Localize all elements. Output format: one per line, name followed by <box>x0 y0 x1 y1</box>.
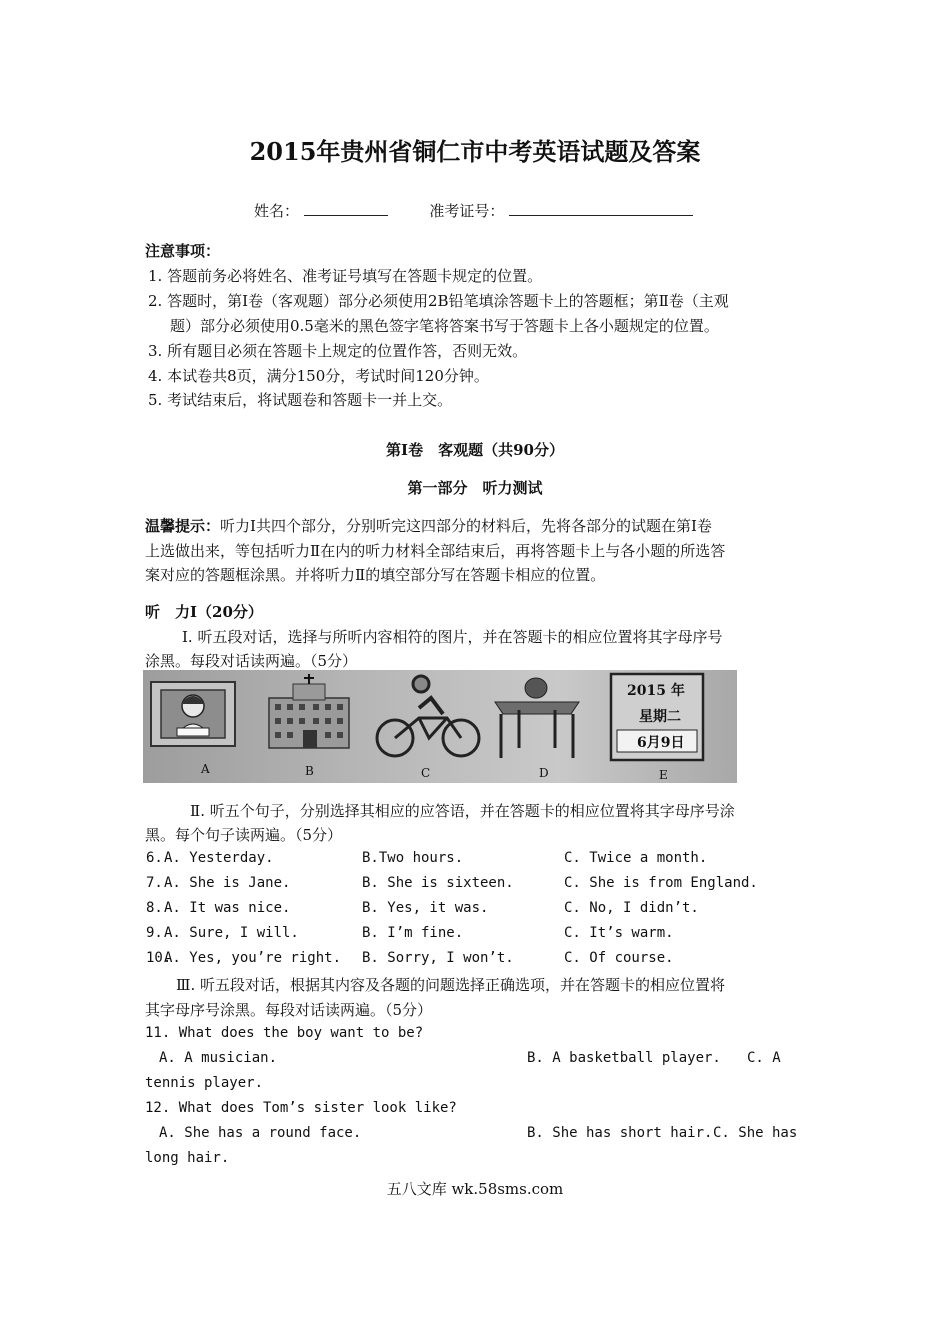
notice-item: 1. 答题前务必将姓名、准考证号填写在答题卡规定的位置。 <box>148 267 543 285</box>
option-a: A. She has a round face. <box>159 1125 362 1141</box>
option-a: A. Yesterday. <box>164 850 274 866</box>
question-number: 10. <box>146 950 172 966</box>
option-a: A. She is Jane. <box>164 875 291 891</box>
part-title: 第一部分 听力测试 <box>407 479 543 497</box>
option-c: C. It’s warm. <box>564 925 674 941</box>
tip-text: 听力Ⅰ共四个部分，分别听完这四部分的材料后，先将各部分的试题在第Ⅰ卷 <box>220 517 712 535</box>
footer-watermark: 五八文库 wk.58sms.com <box>386 1180 564 1198</box>
option-a: A. A musician. <box>159 1050 278 1066</box>
question-number: 6. <box>146 850 163 866</box>
option-b: B. She is sixteen. <box>362 875 514 891</box>
exam-number-blank <box>509 201 693 216</box>
notice-item: 3. 所有题目必须在答题卡上规定的位置作答，否则无效。 <box>148 342 528 360</box>
section-1-instruction: Ⅰ. 听五段对话，选择与所听内容相符的图片，并在答题卡的相应位置将其字母序号 <box>182 628 723 646</box>
notice-item: 4. 本试卷共8页，满分150分，考试时间120分钟。 <box>148 367 489 385</box>
name-blank <box>304 201 388 216</box>
picture-label: D <box>539 766 549 780</box>
picture-c-bicycle-icon <box>377 676 479 756</box>
page-title: 2015年贵州省铜仁市中考英语试题及答案 <box>249 137 701 166</box>
tip-line: 案对应的答题框涂黑。并将听力Ⅱ的填空部分写在答题卡相应的位置。 <box>145 566 606 584</box>
picture-a-girl-reading-icon <box>151 682 235 746</box>
option-b: B. Yes, it was. <box>362 900 489 916</box>
listening-pictures <box>143 670 737 783</box>
question-number: 8. <box>146 900 163 916</box>
option-b: B. Sorry, I won’t. <box>362 950 514 966</box>
question-stem: 11. What does the boy want to be? <box>145 1025 424 1041</box>
picture-label: A <box>201 762 210 776</box>
section-2-instruction: 黑。每个句子读两遍。（5分） <box>145 826 343 844</box>
name-row <box>254 200 693 221</box>
question-stem: 12. What does Tom’s sister look like? <box>145 1100 457 1116</box>
tip-line: 上选做出来，等包括听力Ⅱ在内的听力材料全部结束后，再将答题卡上与各小题的所选答 <box>145 542 726 560</box>
section-3-instruction: Ⅲ. 听五段对话，根据其内容及各题的问题选择正确选项，并在答题卡的相应位置将 <box>176 976 726 994</box>
picture-label: B <box>305 764 314 778</box>
section-2-instruction: Ⅱ. 听五个句子，分别选择其相应的应答语，并在答题卡的相应位置将其字母序号涂 <box>190 802 735 820</box>
option-a: A. Sure, I will. <box>164 925 299 941</box>
question-number: 9. <box>146 925 163 941</box>
calendar-date: 6月9日 <box>637 735 685 751</box>
volume-title: 第Ⅰ卷 客观题（共90分） <box>386 441 564 459</box>
option-c: C. She has <box>713 1125 798 1141</box>
picture-d-table-icon <box>495 678 579 758</box>
notice-item: 5. 考试结束后，将试题卷和答题卡一并上交。 <box>148 391 453 409</box>
calendar-year: 2015 年 <box>627 683 685 699</box>
option-c: C. Twice a month. <box>564 850 708 866</box>
option-c-continued: long hair. <box>145 1150 230 1166</box>
option-b: B. A basketball player. <box>527 1050 721 1066</box>
option-c: C. Of course. <box>564 950 674 966</box>
option-c: C. A <box>747 1050 781 1066</box>
option-c: C. No, I didn’t. <box>564 900 699 916</box>
picture-b-hospital-icon <box>269 674 349 748</box>
section-3-instruction: 其字母序号涂黑。每段对话读两遍。（5分） <box>145 1001 433 1019</box>
option-a: A. Yes, you’re right. <box>164 950 342 966</box>
tip-line <box>145 515 712 536</box>
option-b: B. She has short hair. <box>527 1125 713 1141</box>
option-c-continued: tennis player. <box>145 1075 264 1091</box>
notice-heading: 注意事项： <box>145 242 221 260</box>
option-c: C. She is from England. <box>564 875 758 891</box>
option-b: B.Two hours. <box>362 850 464 866</box>
name-label: 姓名： <box>254 202 300 220</box>
option-a: A. It was nice. <box>164 900 291 916</box>
section-1-instruction: 涂黑。每段对话读两遍。（5分） <box>145 652 358 670</box>
notice-item: 2. 答题时，第Ⅰ卷（客观题）部分必须使用2B铅笔填涂答题卡上的答题框；第Ⅱ卷（主观 <box>148 292 729 310</box>
exam-number-label: 准考证号： <box>429 202 505 220</box>
notice-item: 题）部分必须使用0.5毫米的黑色签字笔将答案书写于答题卡上各小题规定的位置。 <box>170 317 719 335</box>
question-number: 7. <box>146 875 163 891</box>
tip-label: 温馨提示： <box>145 517 221 535</box>
picture-label: C <box>421 766 431 780</box>
picture-label: E <box>659 768 668 782</box>
option-b: B. I’m fine. <box>362 925 464 941</box>
listening-1-heading: 听 力Ⅰ（20分） <box>145 603 263 621</box>
calendar-weekday: 星期二 <box>639 709 681 725</box>
